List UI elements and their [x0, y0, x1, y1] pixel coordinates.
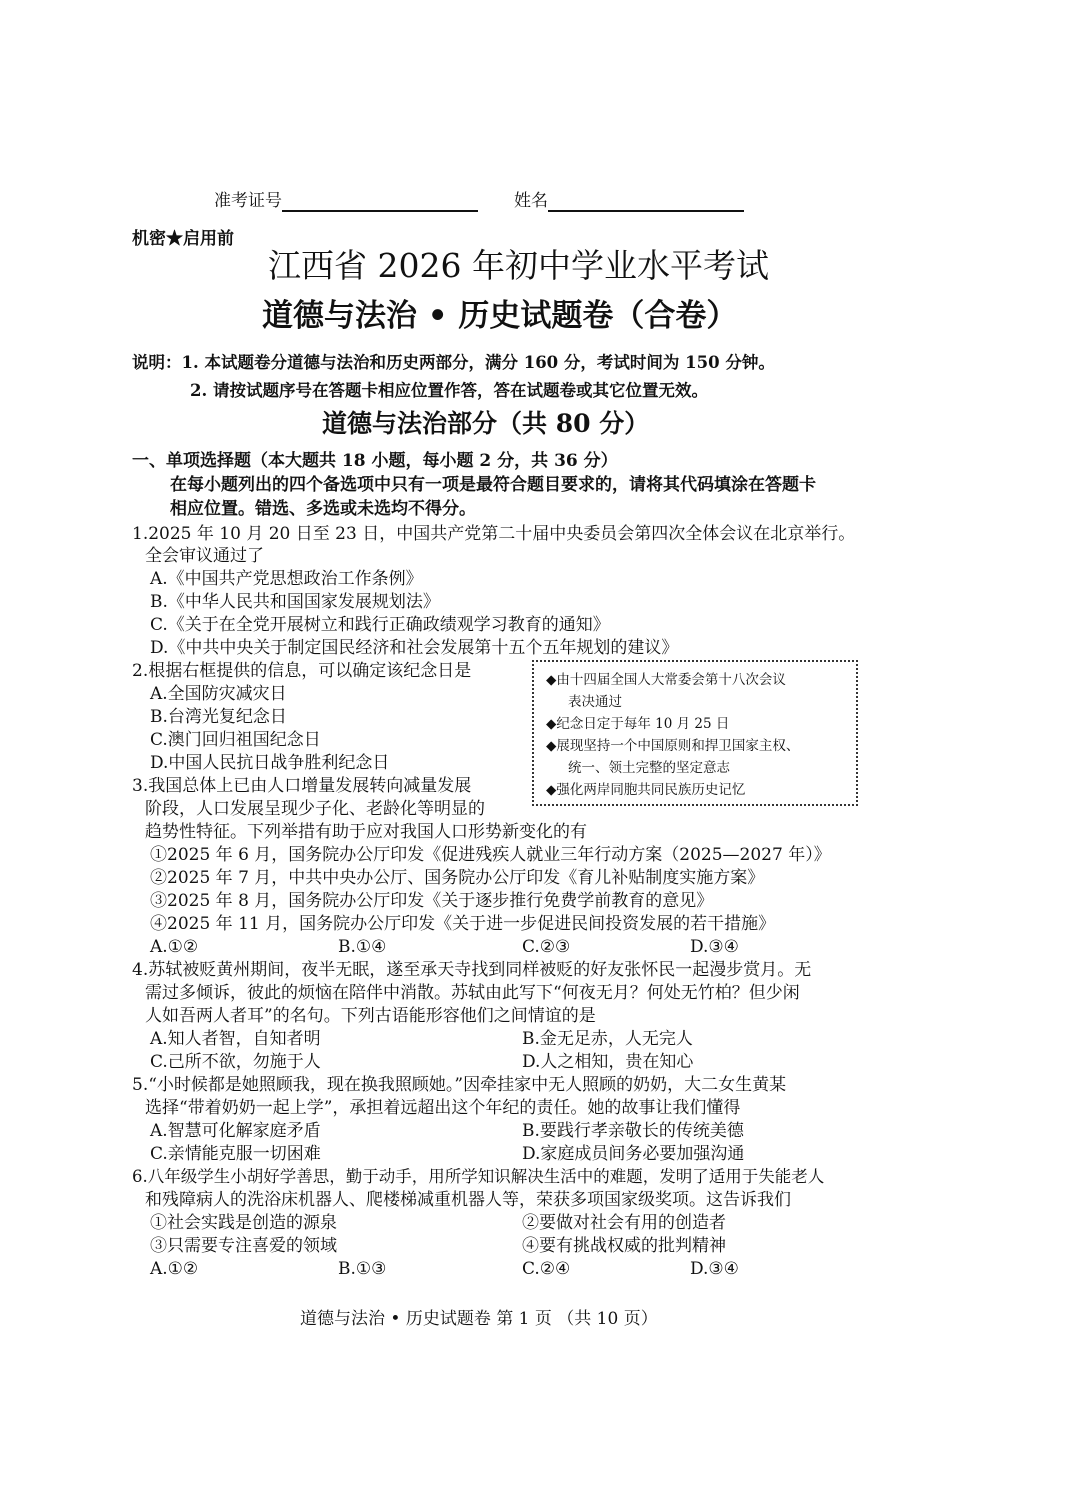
q3-option-d: D.③④ — [690, 937, 739, 957]
name-label: 姓名 — [514, 191, 548, 211]
exam-id-field — [214, 190, 478, 212]
q2-info-box — [532, 660, 858, 806]
q5-option-b: B.要践行孝亲敬长的传统美德 — [522, 1121, 744, 1141]
q6-statement-3: ③只需要专注喜爱的领域 — [150, 1236, 337, 1256]
q5-stem-line-1: 5.“小时候都是她照顾我，现在换我照顾她。”因牵挂家中无人照顾的奶奶，大二女生黄某 — [132, 1075, 787, 1095]
q6-stem-line-1: 6.八年级学生小胡好学善思，勤于动手，用所学知识解决生活中的难题，发明了适用于失能老人 — [132, 1167, 825, 1186]
instruction-line-1: 说明：1. 本试题卷分道德与法治和历史两部分，满分 160 分，考试时间为 150 分钟。 — [132, 353, 775, 372]
page-title: 江西省 2026 年初中学业水平考试 — [268, 246, 769, 285]
q3-option-a: A.①② — [150, 937, 199, 957]
q2-box-bullet-2: ◆纪念日定于每年 10 月 25 日 — [546, 716, 730, 732]
part1-title: 一、单项选择题（本大题共 18 小题，每小题 2 分，共 36 分） — [132, 451, 618, 471]
q5-option-d: D.家庭成员间务必要加强沟通 — [522, 1144, 745, 1164]
q4-stem-line-2: 需过多倾诉，彼此的烦恼在陪伴中消散。苏轼由此写下“何夜无月？何处无竹柏？但少闲 — [145, 983, 800, 1003]
q3-stem-line-2: 阶段，人口发展呈现少子化、老龄化等明显的 — [145, 799, 485, 819]
q2-option-b: B.台湾光复纪念日 — [150, 707, 287, 727]
q3-option-b: B.①④ — [338, 937, 387, 957]
q4-option-d: D.人之相知，贵在知心 — [522, 1052, 694, 1072]
q6-stem-line-2: 和残障病人的洗浴床机器人、爬楼梯减重机器人等，荣获多项国家级奖项。这告诉我们 — [145, 1190, 791, 1210]
q3-statement-3: ③2025 年 8 月，国务院办公厅印发《关于逐步推行免费学前教育的意见》 — [150, 891, 714, 911]
q3-stem-line-1: 3.我国总体上已由人口增量发展转向减量发展 — [132, 776, 472, 796]
q6-statement-2: ②要做对社会有用的创造者 — [522, 1213, 726, 1233]
q6-option-d: D.③④ — [690, 1259, 739, 1279]
q6-option-b: B.①③ — [338, 1259, 387, 1279]
q4-stem-line-3: 人如吾两人者耳”的名句。下列古语能形容他们之间情谊的是 — [145, 1006, 596, 1026]
q4-stem-line-1: 4.苏轼被贬黄州期间，夜半无眠，遂至承天寺找到同样被贬的好友张怀民一起漫步赏月。无 — [132, 960, 812, 980]
q1-stem-line-1: 1.2025 年 10 月 20 日至 23 日，中国共产党第二十届中央委员会第四次全体会议在北京举行。 — [132, 524, 856, 544]
q2-option-a: A.全国防灾减灾日 — [150, 684, 287, 704]
q4-option-b: B.金无足赤，人无完人 — [522, 1029, 693, 1049]
q6-option-c: C.②④ — [522, 1259, 571, 1279]
q6-option-a: A.①② — [150, 1259, 199, 1279]
secret-label: 机密★启用前 — [132, 229, 234, 249]
q1-option-d: D.《中共中央关于制定国民经济和社会发展第十五个五年规划的建议》 — [150, 638, 679, 658]
name-blank — [548, 192, 744, 212]
instruction-line-2: 2. 请按试题序号在答题卡相应位置作答，答在试题卷或其它位置无效。 — [190, 381, 708, 400]
q1-option-b: B.《中华人民共和国国家发展规划法》 — [150, 592, 440, 612]
q6-statement-1: ①社会实践是创造的源泉 — [150, 1213, 337, 1233]
q1-option-c: C.《关于在全党开展树立和践行正确政绩观学习教育的通知》 — [150, 615, 610, 635]
q4-option-c: C.己所不欲，勿施于人 — [150, 1052, 321, 1072]
q5-option-a: A.智慧可化解家庭矛盾 — [150, 1121, 321, 1141]
part1-desc-2: 相应位置。错选、多选或未选均不得分。 — [170, 499, 476, 519]
q1-stem-line-2: 全会审议通过了 — [145, 546, 264, 566]
name-field — [514, 190, 744, 212]
section-title: 道德与法治部分（共 80 分） — [322, 409, 650, 438]
q3-stem-line-3: 趋势性特征。下列举措有助于应对我国人口形势新变化的有 — [145, 822, 587, 842]
page-subtitle: 道德与法治 • 历史试题卷（合卷） — [262, 298, 738, 334]
q3-statement-2: ②2025 年 7 月，中共中央办公厅、国务院办公厅印发《育儿补贴制度实施方案》 — [150, 868, 765, 888]
q2-option-c: C.澳门回归祖国纪念日 — [150, 730, 321, 750]
exam-id-label: 准考证号 — [214, 191, 282, 211]
q3-option-c: C.②③ — [522, 937, 571, 957]
q2-option-d: D.中国人民抗日战争胜利纪念日 — [150, 753, 390, 773]
q5-option-c: C.亲情能克服一切困难 — [150, 1144, 321, 1164]
q2-stem: 2.根据右框提供的信息，可以确定该纪念日是 — [132, 661, 472, 681]
part1-desc-1: 在每小题列出的四个备选项中只有一项是最符合题目要求的，请将其代码填涂在答题卡 — [170, 475, 816, 495]
q2-box-bullet-3a: ◆展现坚持一个中国原则和捍卫国家主权、 — [546, 738, 800, 754]
q4-option-a: A.知人者智，自知者明 — [150, 1029, 321, 1049]
q6-statement-4: ④要有挑战权威的批判精神 — [522, 1236, 726, 1256]
q2-box-bullet-1a: ◆由十四届全国人大常委会第十八次会议 — [546, 672, 786, 688]
q3-statement-4: ④2025 年 11 月，国务院办公厅印发《关于进一步促进民间投资发展的若干措施》 — [150, 914, 776, 934]
q1-option-a: A.《中国共产党思想政治工作条例》 — [150, 569, 423, 589]
q2-box-bullet-4: ◆强化两岸同胞共同民族历史记忆 — [546, 782, 746, 798]
q5-stem-line-2: 选择“带着奶奶一起上学”，承担着远超出这个年纪的责任。她的故事让我们懂得 — [145, 1098, 741, 1118]
q2-box-bullet-3b: 统一、领土完整的坚定意志 — [568, 760, 730, 776]
page-footer: 道德与法治 • 历史试题卷 第 1 页 （共 10 页） — [300, 1309, 658, 1329]
q3-statement-1: ①2025 年 6 月，国务院办公厅印发《促进残疾人就业三年行动方案（2025—2027 年）》 — [150, 845, 831, 865]
q2-box-bullet-1b: 表决通过 — [568, 694, 622, 710]
exam-id-blank — [282, 192, 478, 212]
